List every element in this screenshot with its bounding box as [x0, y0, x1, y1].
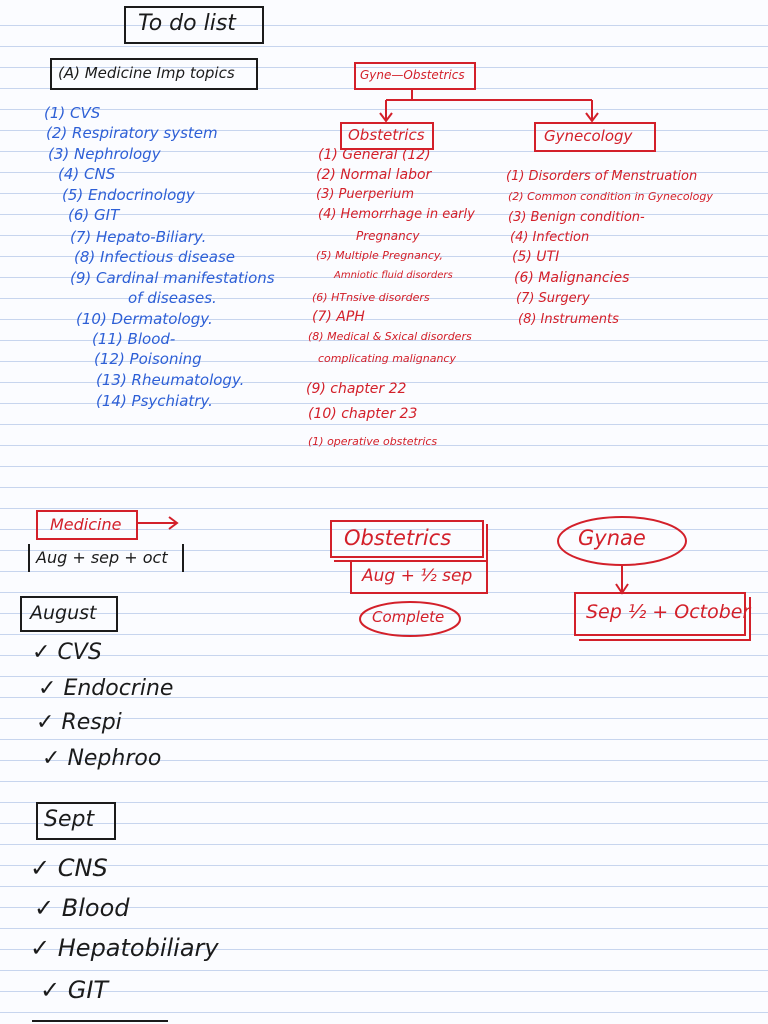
obstetrics-header-box [340, 122, 434, 150]
gynecology-connector [586, 100, 598, 121]
list-item: (3) Benign condition- [508, 210, 645, 225]
list-item: (4) CNS [58, 165, 116, 183]
sept-header-box [36, 802, 116, 840]
item-label: Hepatobiliary [57, 934, 219, 962]
list-item: (8) Instruments [518, 312, 619, 327]
obstetrics-plan-months-box [350, 560, 488, 594]
check-mark-icon: ✓ [30, 934, 51, 962]
medicine-plan-months-box [28, 544, 184, 572]
list-item: (7) Surgery [516, 291, 590, 306]
list-item: (2) Respiratory system [46, 124, 218, 142]
gyne-obs-header: Gyne—Obstetrics [360, 68, 465, 82]
list-item: (1) CVS [44, 104, 101, 122]
gynecology-header: Gynecology [544, 127, 633, 145]
list-item: (5) Multiple Pregnancy, [316, 249, 444, 262]
gynae-plan-months: Sep ½ + October [586, 601, 751, 623]
obstetrics-plan-months: Aug + ½ sep [362, 566, 473, 586]
medicine-header: (A) Medicine Imp topics [58, 64, 235, 82]
check-mark-icon: ✓ [42, 746, 61, 771]
list-item: (9) Cardinal manifestations [70, 269, 275, 287]
list-item: (1) General (12) [318, 147, 431, 163]
list-item: of diseases. [128, 289, 217, 307]
obstetrics-plan-status: Complete [372, 608, 445, 626]
obstetrics-plan-box [330, 520, 484, 558]
list-item: (2) Normal labor [316, 167, 432, 183]
list-item: (7) APH [312, 309, 365, 325]
checklist-item [30, 856, 108, 880]
gynae-plan-label: Gynae [578, 526, 646, 550]
list-item: (8) Infectious disease [74, 248, 235, 266]
checklist-item [40, 978, 108, 1002]
check-mark-icon: ✓ [36, 710, 55, 735]
checklist-item [30, 936, 219, 960]
list-item: (8) Medical & Sxical disorders [308, 330, 472, 343]
list-item: (11) Blood- [92, 330, 176, 348]
list-item: (13) Rheumatology. [96, 371, 245, 389]
list-item: (10) chapter 23 [308, 406, 418, 422]
medicine-plan-label: Medicine [50, 515, 122, 534]
title-box [124, 6, 264, 44]
list-item: complicating malignancy [318, 352, 456, 365]
sept-header: Sept [44, 807, 95, 832]
list-item: (6) Malignancies [514, 270, 630, 286]
checklist-item [38, 678, 173, 700]
item-label: Blood [61, 894, 130, 922]
item-label: Nephroo [67, 746, 162, 771]
item-label: Endocrine [63, 676, 174, 701]
list-item: (6) GIT [68, 206, 120, 224]
list-item: (9) chapter 22 [306, 381, 407, 397]
check-mark-icon: ✓ [40, 976, 61, 1004]
item-label: GIT [67, 976, 109, 1004]
list-item: (3) Nephrology [48, 145, 161, 163]
checklist-item [42, 748, 161, 770]
check-mark-icon: ✓ [32, 640, 51, 665]
obstetrics-connector [380, 100, 392, 121]
checklist-item [36, 712, 122, 734]
medicine-header-box [50, 58, 258, 90]
medicine-plan-months: Aug + sep + oct [36, 548, 168, 567]
item-label: CVS [57, 640, 102, 665]
list-item: (4) Hemorrhage in early [318, 207, 475, 222]
medicine-plan-arrow [138, 517, 177, 529]
list-item: (2) Common condition in Gynecology [508, 190, 713, 203]
august-header: August [30, 602, 97, 624]
list-item: (4) Infection [510, 230, 590, 245]
item-label: CNS [57, 854, 108, 882]
august-header-box [20, 596, 118, 632]
obstetrics-plan-label: Obstetrics [344, 526, 452, 550]
checklist-item [34, 896, 129, 920]
gynecology-header-box [534, 122, 656, 152]
gynae-plan-months-box [574, 592, 751, 636]
checklist-item [32, 642, 102, 664]
gynae-plan-arrow [616, 566, 628, 593]
list-item: (14) Psychiatry. [96, 392, 213, 410]
check-mark-icon: ✓ [38, 676, 57, 701]
list-item: (5) UTI [512, 249, 560, 265]
gyne-obs-header-box [354, 62, 476, 90]
check-mark-icon: ✓ [30, 854, 51, 882]
medicine-plan-box [36, 510, 138, 540]
list-item: (7) Hepato-Biliary. [70, 228, 207, 246]
list-item: (12) Poisoning [94, 350, 202, 368]
list-item: (3) Puerperium [316, 187, 415, 202]
list-item: (1) operative obstetrics [308, 435, 438, 448]
list-item: Pregnancy [356, 229, 420, 243]
list-item: Amniotic fluid disorders [334, 270, 453, 281]
obstetrics-header: Obstetrics [348, 126, 425, 144]
list-item: (1) Disorders of Menstruation [506, 169, 698, 184]
list-item: (5) Endocrinology [62, 186, 195, 204]
page-title: To do list [138, 11, 236, 36]
list-item: (10) Dermatology. [76, 310, 213, 328]
list-item: (6) HTnsive disorders [312, 291, 430, 304]
check-mark-icon: ✓ [34, 894, 55, 922]
item-label: Respi [61, 710, 122, 735]
